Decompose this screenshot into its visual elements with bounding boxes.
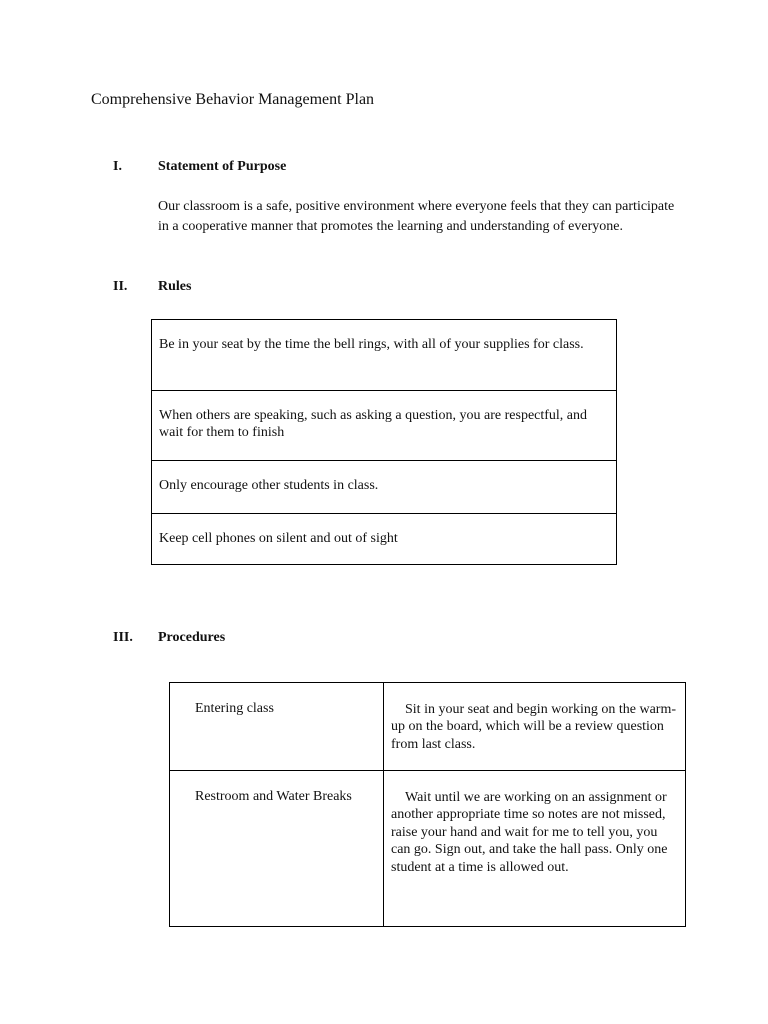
procedure-description: Sit in your seat and begin working on the warm-up on the board, which will be a review question from last class. [391,702,677,752]
rule-row: When others are speaking, such as asking a question, you are respectful, and wait for them to finish [152,390,616,460]
section-heading-procedures: Procedures [158,630,226,645]
procedure-description: Wait until we are working on an assignment or another appropriate time so notes are not missed, raise your hand and wait for me to tell you, you can go. Sign out, and take the hall pass. Only one student at a time is allowed out. [391,790,668,875]
rules-table [151,319,617,565]
section-heading-purpose: Statement of Purpose [158,159,287,174]
procedures-table [169,682,686,927]
procedure-row [170,683,685,770]
section-number-purpose: I. [113,159,122,174]
procedure-label: Entering class [170,683,384,770]
section-number-rules: II. [113,279,128,294]
rule-row: Only encourage other students in class. [152,460,616,513]
section-number-procedures: III. [113,630,133,645]
rule-row: Keep cell phones on silent and out of sight [152,513,616,564]
procedure-row [170,770,685,926]
document-title: Comprehensive Behavior Management Plan [91,91,375,108]
rule-row: Be in your seat by the time the bell rings, with all of your supplies for class. [159,337,584,352]
purpose-statement: Our classroom is a safe, positive environment where everyone feels that they can participate in a cooperative manner that promotes the learning and understanding of everyone. [158,199,675,234]
section-heading-rules: Rules [158,279,192,294]
procedure-label: Restroom and Water Breaks [170,771,384,926]
